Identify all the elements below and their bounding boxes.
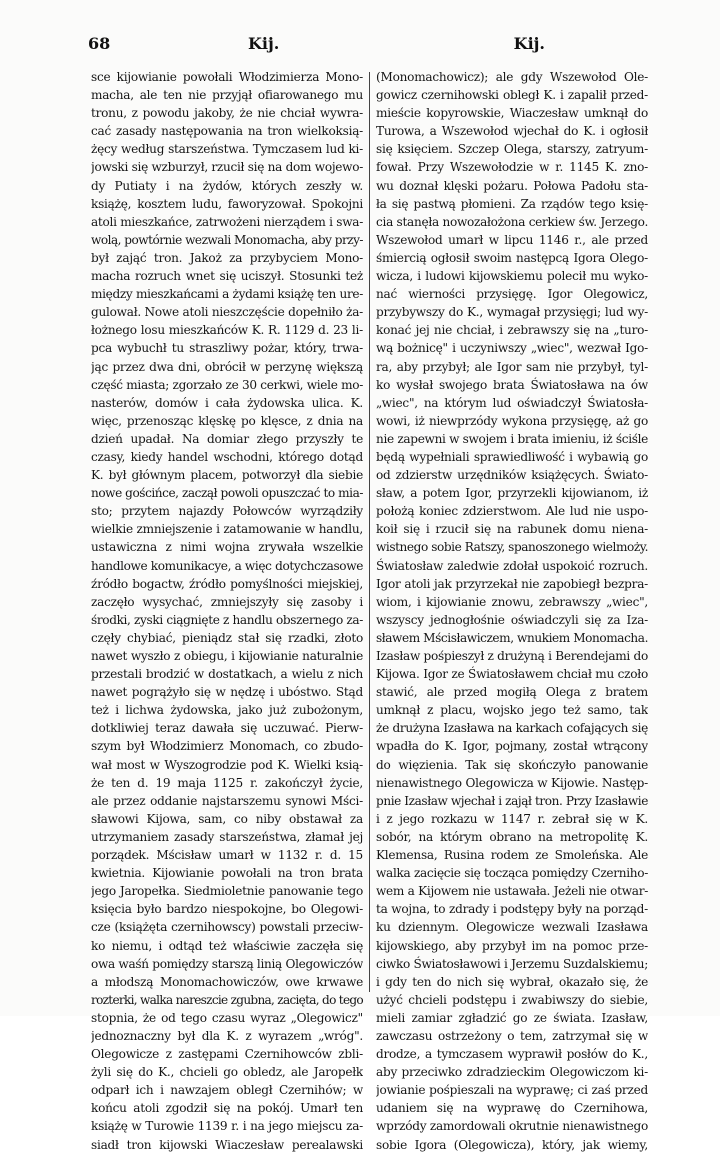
text-line: część miasta; zgorzało ze 30 cerkwi, wiele mo- [91, 377, 363, 392]
text-line: między mieszkańcami a żydami książę ten ure- [91, 287, 363, 302]
text-line: sobie Igora (Olegowicza), który, jak wiemy, [376, 1137, 648, 1152]
text-line: sce kijowianie powołali Włodzimierza Mono- [91, 70, 363, 84]
text-line: aby przeciwko zdradzieckim Olegowiczom ki- [376, 1065, 648, 1080]
text-line: macha, ale ten nie przyjął ofiarowanego mu [91, 88, 363, 103]
text-line: użyć chcieli podstępu i zwabiwszy do siebie, [376, 992, 648, 1007]
text-line: żyli się do K., chcieli go obledz, ale Jaropełk [91, 1065, 363, 1080]
text-line: jego Jaropełka. Siedmioletnie panowanie tego [91, 884, 363, 899]
text-line: sław, a potem Igor, przyrzekli kijowianom, iż [376, 486, 648, 501]
text-line: a młodszą Monomachowiczów, owe krwawe [91, 974, 363, 989]
text-line: wem a Kijowem nie ustawała. Jeżeli nie otwar- [376, 884, 648, 899]
text-line: fował. Przy Wszewołodzie w r. 1145 K. zno- [376, 160, 648, 175]
text-line: Igor atoli jak przyrzekał nie zapobiegł bezpra- [376, 576, 648, 591]
text-line: ra, aby przybył; ale Igor sam nie przybył, tyl- [376, 359, 648, 374]
text-line: będą wypełniali sprawiedliwość i wybawią go [376, 449, 648, 464]
text-line: Izasław pośpieszył z drużyną i Berendejami do [376, 649, 648, 663]
text-line: cia stanęła nowozałożona cerkiew św. Jerzego. [376, 214, 648, 229]
text-line: jowianie pośpieszali na wyprawę; ci zaś przed [376, 1083, 648, 1098]
text-line: „wiec", na którym lud oświadczył Światosła- [376, 395, 648, 410]
text-line: ła się pastwą płomieni. Za rządów tego księ- [376, 196, 648, 211]
text-line: śmiercią ogłosił swoim następcą Igora Olego- [376, 250, 648, 265]
text-line: wprzódy zamordowali okrutnie nienawistnego [376, 1119, 648, 1134]
text-line: K. był głównym placem, potworzył dla siebie [91, 468, 363, 483]
text-line: drodze, a tymczasem wyprawił posłów do K., [376, 1047, 648, 1062]
text-line: utrzymaniem zasady starszeństwa, złamał jej [91, 829, 363, 844]
text-line: rozterki, walka nareszcie zgubna, zacięta, do tego [91, 992, 363, 1007]
right-text-column [376, 68, 648, 1154]
text-line: kwietnia. Kijowianie powołali na tron brata [91, 866, 363, 881]
text-line: też i lichwa żydowska, jako już zubożonym, [91, 703, 363, 718]
text-line: zawczasu ostrzeżony o tem, zatrzymał się w [376, 1028, 648, 1043]
text-line: środki, zyski ciągnięte z handlu obszernego za- [91, 612, 363, 627]
text-line: konać jej nie chciał, i zebrawszy się na „turo- [376, 323, 648, 338]
text-line: żęcy według starszeństwa. Tymczasem lud ki- [91, 142, 363, 157]
text-line: nawet pogrążyło się w nędzę i ubóstwo. Stąd [91, 685, 363, 700]
text-line: nie zapewni w swojem i brata imieniu, iż ściśle [376, 431, 648, 446]
text-line: ta wojna, to zdrady i podstępy były na porząd- [376, 902, 648, 917]
text-line: i gdy ten do nich się wybrał, okazało się, że [376, 974, 648, 989]
text-line: porządek. Mścisław umarł w 1132 r. d. 15 [91, 848, 363, 863]
text-line: wistnego sobie Ratszy, spanoszonego wielmoży. [376, 540, 648, 555]
text-line: (Monomachowicz); ale gdy Wszewołod Ole- [376, 70, 648, 84]
text-line: do więzienia. Tak się skończyło panowanie [376, 757, 648, 772]
text-line: wiom, i kijowianie znowu, zebrawszy „wiec", [376, 594, 648, 609]
text-line: był zająć tron. Jakoż za przybyciem Mono- [91, 250, 363, 265]
text-line: ciwko Światosławowi i Jerzemu Suzdalskiemu; [376, 956, 648, 971]
text-line: stawić, ale przed mogiłą Olega z bratem [376, 685, 648, 700]
text-line: się księciem. Szczep Olega, starszy, zatryum- [376, 142, 648, 157]
text-line: siadł tron kijowski Wiaczesław perealawski [91, 1137, 363, 1152]
text-line: od zdzierstw urzędników książęcych. Świato- [376, 468, 648, 483]
text-line: sto; przytem najazdy Połowców wyrządziły [91, 504, 363, 519]
page-header [88, 34, 640, 58]
text-line: wpadła do K. Igor, pojmany, został wtrącony [376, 739, 648, 754]
text-line: sobór, na którym obrano na metropolitę K. [376, 829, 648, 844]
text-line: nienawistnego Olegowicza w Kijowie. Następ- [376, 775, 648, 790]
text-line: dzień upadał. Na domiar złego przyszły te [91, 431, 363, 446]
text-line: ko wysłał swojego brata Światosława na ów [376, 377, 648, 392]
text-line: jowski się wzburzył, rzucił się na dom wojewo- [91, 160, 363, 175]
text-line: wielkie zmniejszenie i zatamowanie w handlu, [91, 522, 363, 537]
text-line: atoli mieszkańce, zatrwożeni nierządem i swa- [91, 214, 363, 229]
text-line: wicza, i ludowi kijowskiemu polecił mu wyko- [376, 269, 648, 284]
text-line: jednoznaczny był dla K. z wyrazem „wróg". [91, 1028, 363, 1043]
text-line: Kijowa. Igor ze Światosławem chciał mu czoło [376, 667, 648, 682]
text-line: pca wybuchł tu straszliwy pożar, który, trwa- [91, 341, 363, 356]
text-line: macha rozruch wnet się uciszył. Stosunki też [91, 269, 363, 284]
running-head-left: Kij. [248, 34, 280, 53]
text-line: cze (książęta czernihowscy) powstali przeciw- [91, 920, 363, 935]
text-line: położą koniec zdzierstwom. Ale lud nie uspo- [376, 504, 648, 519]
column-divider [369, 72, 370, 992]
text-line: nowe gościńce, zaczął powoli opuszczać to mia- [91, 486, 363, 501]
text-line: gowicz czernihowski obległ K. i zapalił przed- [376, 88, 648, 103]
text-line: jąc przez dwa dni, obrócił w perzynę większą [91, 359, 363, 374]
page-number: 68 [88, 34, 111, 53]
text-line: książę w Turowie 1139 r. i na jego miejscu za- [91, 1119, 363, 1134]
text-line: sławowi Kijowa, sam, co niby obstawał za [91, 811, 363, 826]
text-line: ale przez oddanie najstarszemu synowi Mści- [91, 793, 363, 808]
text-line: tronu, z powodu jakoby, że nie chciał wywra- [91, 106, 363, 121]
text-line: wolą, powtórnie wezwali Monomacha, aby przy- [91, 232, 363, 247]
text-line: Olegowicze z zastępami Czernihowców zbli- [91, 1047, 363, 1062]
text-line: książę, kosztem ludu, faworyzował. Spokojni [91, 196, 363, 211]
text-line: mieście kopyrowskie, Wiaczesław umknął do [376, 106, 648, 121]
text-line: owa waśń pomiędzy starszą linią Olegowiczów [91, 956, 363, 971]
text-line: wu doznał klęski pożaru. Połowa Padołu sta- [376, 178, 648, 193]
text-line: Klemensa, Rusina rodem ze Smoleńska. Ale [376, 848, 648, 863]
text-line: ku dziennym. Olegowicze wezwali Izasława [376, 920, 648, 935]
text-line: częły chybiać, pieniądz stał się rzadki, złoto [91, 630, 363, 645]
text-line: Wszewołod umarł w lipcu 1146 r., ale przed [376, 232, 648, 247]
text-line: że ten d. 19 maja 1125 r. zakończył życie, [91, 775, 363, 790]
text-line: przybywszy do K., wymagał przysięgi; lud wy- [376, 305, 648, 320]
text-line: nasterów, domów i cała żydowska ulica. K. [91, 395, 363, 410]
text-line: wszyscy jednogłośnie oświadczyli się za Iza- [376, 612, 648, 627]
text-line: więc, przenosząc klęskę po klęsce, z dnia na [91, 413, 363, 428]
text-line: nać wierności przysięgę. Igor Olegowicz, [376, 287, 648, 302]
text-line: ko niemu, i odtąd też właściwie zaczęła się [91, 938, 363, 953]
text-line: że drużyna Izasława na karkach cofających się [376, 721, 648, 736]
text-line: ustawiczna z nimi wojna zrywała wszelkie [91, 540, 363, 555]
text-line: czasy, kiedy handel wschodni, którego dotąd [91, 449, 363, 464]
text-line: sławem Mścisławiczem, wnukiem Monomacha. [376, 630, 648, 645]
text-line: stopnia, że od tego czasu wyraz „Olegowicz" [91, 1010, 363, 1025]
text-line: i z jego rozkazu w 1147 r. zebrał się w K. [376, 811, 648, 826]
text-line: cać zasady następowania na tron wielkoksią- [91, 124, 363, 139]
text-line: udaniem się na wyprawę do Czernihowa, [376, 1101, 648, 1116]
text-line: walka zacięcie się tocząca pomiędzy Czerniho- [376, 866, 648, 881]
text-line: końcu atoli zgodził się na pokój. Umarł ten [91, 1101, 363, 1116]
text-line: źródło bogactw, źródło pomyślności miejskiej, [91, 576, 363, 591]
text-line: przestali brodzić w dostatkach, a wielu z nich [91, 667, 363, 682]
text-line: odparł ich i nawzajem obległ Czernihów; w [91, 1083, 363, 1098]
text-line: wał most w Wyszogrodzie pod K. Wielki ksią- [91, 757, 363, 772]
text-line: Światosław zaledwie zdołał uspokoić rozruch. [376, 558, 648, 573]
text-line: łożnego losu mieszkańców K. R. 1129 d. 23 li- [91, 323, 363, 338]
text-line: umknął z placu, wojsko jego też samo, tak [376, 703, 648, 718]
text-line: zaczęło wysychać, zmniejszyły się zasoby i [91, 594, 363, 609]
left-text-column [91, 68, 363, 1154]
text-line: mieli zamiar zgładzić go ze świata. Izasław, [376, 1010, 648, 1025]
text-line: kijowskiego, aby przybył im na pomoc prze- [376, 938, 648, 953]
text-line: handlowe komunikacye, a więc dotychczasowe [91, 558, 363, 573]
text-line: Turowa, a Wszewołod wjechał do K. i ogłosił [376, 124, 648, 139]
text-line: dotkliwiej teraz dawała się uczuwać. Pierw- [91, 721, 363, 736]
text-line: wowi, iż niewprzódy wykona przysięgę, aż go [376, 413, 648, 428]
text-line: nawet wyszło z obiegu, i kijowianie naturalnie [91, 649, 363, 663]
text-line: księcia było bardzo niespokojne, bo Olegowi- [91, 902, 363, 917]
running-head-right: Kij. [513, 34, 545, 53]
text-line: koił się i rzucił się na rabunek domu niena- [376, 522, 648, 537]
text-line: wą bożnicę" i uczyniwszy „wiec", wezwał Igo- [376, 341, 648, 356]
text-line: szym był Włodzimierz Monomach, co zbudo- [91, 739, 363, 754]
text-line: pnie Izasław wjechał i zajął tron. Przy Izasławie [376, 793, 648, 808]
text-line: dy Putiaty i na żydów, których zeszły w. [91, 178, 363, 193]
text-line: gulował. Nowe atoli nieszczęście dopełniło ża- [91, 305, 363, 320]
